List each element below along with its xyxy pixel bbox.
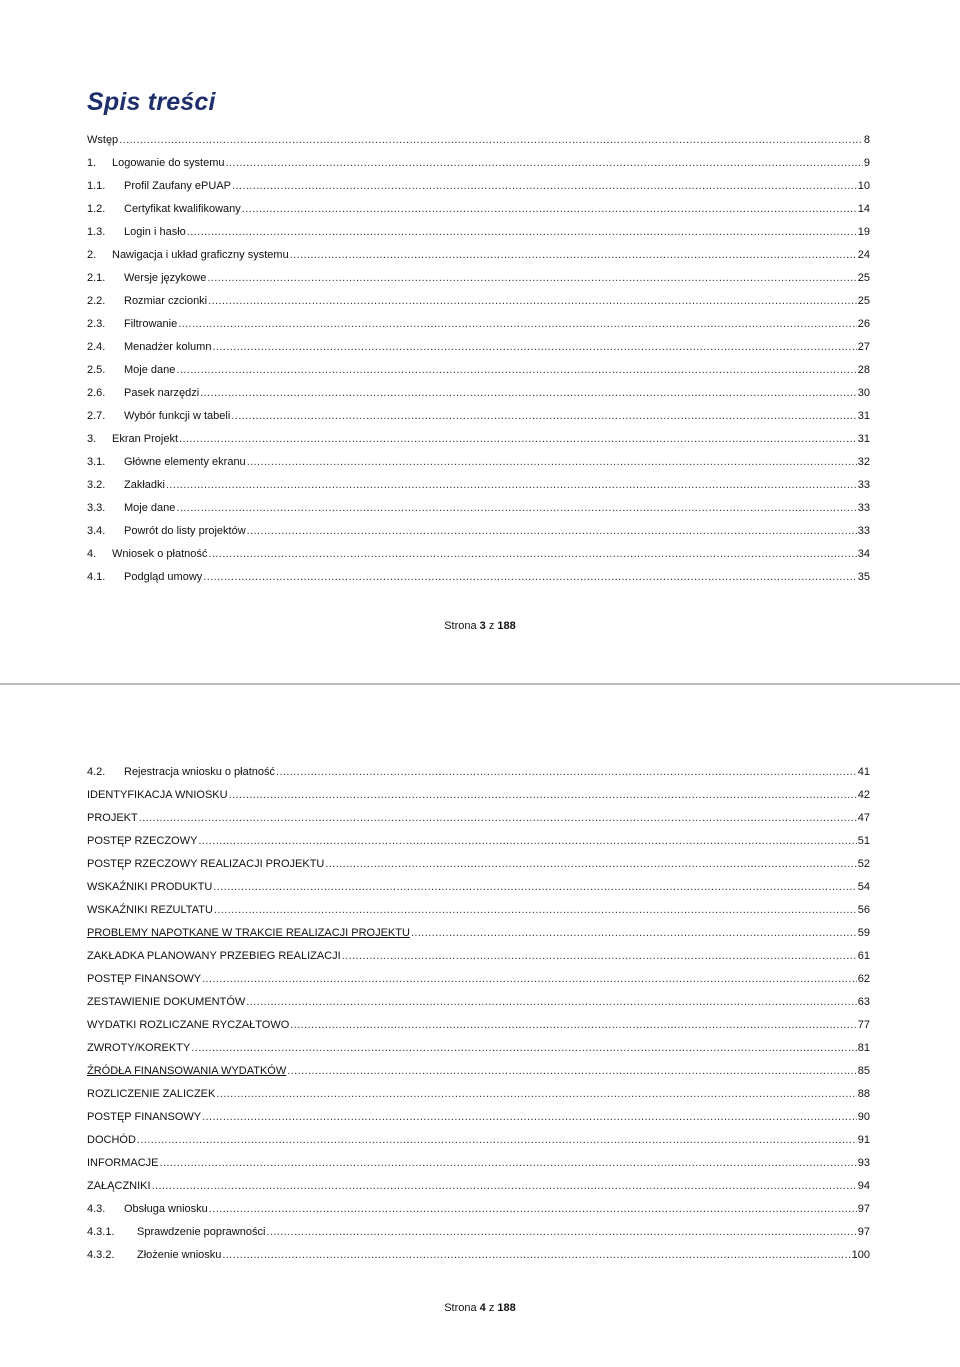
toc-dot-leader — [213, 881, 856, 894]
toc-entry-label: Logowanie do systemu — [112, 157, 225, 169]
toc-entry-page: 81 — [857, 1042, 870, 1054]
toc-dot-leader — [290, 1019, 856, 1032]
toc-entry-label: ZESTAWIENIE DOKUMENTÓW — [87, 996, 246, 1008]
toc-entry-number: 2. — [87, 249, 97, 261]
toc-dot-leader — [342, 950, 857, 963]
toc-dot-leader — [222, 1249, 850, 1262]
footer-prefix: Strona — [444, 1302, 480, 1314]
toc-dot-leader — [231, 410, 856, 423]
toc-entry[interactable] — [87, 565, 870, 588]
toc-dot-leader — [176, 364, 856, 377]
toc-entry-page: 47 — [857, 812, 870, 824]
toc-entry[interactable] — [87, 496, 870, 519]
toc-entry-label: Zakładki — [124, 479, 165, 491]
toc-dot-leader — [216, 1088, 856, 1101]
toc-entry[interactable] — [87, 1105, 870, 1128]
toc-entry[interactable] — [87, 151, 870, 174]
toc-entry[interactable] — [87, 312, 870, 335]
toc-dot-leader — [198, 835, 856, 848]
toc-entry-label: Rejestracja wniosku o płatność — [124, 766, 276, 778]
toc-entry[interactable] — [87, 243, 870, 266]
toc-entry-number: 2.2. — [87, 295, 106, 307]
toc-entry-page: 32 — [857, 456, 870, 468]
toc-dot-leader — [226, 157, 863, 170]
toc-dot-leader — [229, 789, 857, 802]
toc-entry-label: Wybór funkcji w tabeli — [124, 410, 231, 422]
toc-entry-page: 25 — [857, 272, 870, 284]
toc-entry-page: 59 — [857, 927, 870, 939]
toc-dot-leader — [178, 318, 857, 331]
toc-entry[interactable] — [87, 852, 870, 875]
toc-entry-label: POSTĘP RZECZOWY REALIZACJI PROJEKTU — [87, 858, 325, 870]
toc-entry-label: Nawigacja i układ graficzny systemu — [112, 249, 289, 261]
toc-entry-label: POSTĘP RZECZOWY — [87, 835, 198, 847]
toc-entry[interactable] — [87, 174, 870, 197]
toc-entry-page: 33 — [857, 502, 870, 514]
toc-entry[interactable] — [87, 1128, 870, 1151]
toc-entry-page: 25 — [857, 295, 870, 307]
toc-entry-page: 8 — [863, 134, 870, 146]
toc-entry-page: 27 — [857, 341, 870, 353]
page-footer — [0, 620, 960, 632]
toc-entry[interactable] — [87, 898, 870, 921]
toc-dot-leader — [207, 272, 856, 285]
toc-entry-page: 97 — [857, 1203, 870, 1215]
toc-entry-label: POSTĘP FINANSOWY — [87, 973, 202, 985]
toc-entry-page: 28 — [857, 364, 870, 376]
toc-entry-page: 33 — [857, 479, 870, 491]
toc-dot-leader — [325, 858, 856, 871]
toc-entry-number: 2.6. — [87, 387, 106, 399]
toc-entry[interactable] — [87, 404, 870, 427]
toc-entry-label: Menadżer kolumn — [124, 341, 212, 353]
toc-entry[interactable] — [87, 967, 870, 990]
table-of-contents — [87, 128, 870, 588]
document-page-4 — [0, 685, 960, 1367]
toc-entry-number: 2.3. — [87, 318, 106, 330]
toc-entry[interactable] — [87, 542, 870, 565]
toc-entry-label: WYDATKI ROZLICZANE RYCZAŁTOWO — [87, 1019, 290, 1031]
toc-entry-number: 4.2. — [87, 766, 106, 778]
toc-entry-label: IDENTYFIKACJA WNIOSKU — [87, 789, 228, 801]
toc-entry-number: 4.1. — [87, 571, 106, 583]
toc-entry[interactable] — [87, 1013, 870, 1036]
toc-entry-page: 42 — [857, 789, 870, 801]
toc-dot-leader — [203, 571, 856, 584]
toc-entry[interactable] — [87, 829, 870, 852]
toc-dot-leader — [191, 1042, 856, 1055]
toc-entry[interactable] — [87, 1220, 870, 1243]
footer-prefix: Strona — [444, 620, 480, 632]
footer-separator: z — [485, 1302, 498, 1314]
toc-entry-page: 91 — [857, 1134, 870, 1146]
toc-dot-leader — [246, 996, 856, 1009]
toc-entry-label: Rozmiar czcionki — [124, 295, 208, 307]
toc-entry-page: 56 — [857, 904, 870, 916]
toc-entry[interactable] — [87, 381, 870, 404]
toc-entry-label: Złożenie wniosku — [137, 1249, 222, 1261]
toc-dot-leader — [152, 1180, 857, 1193]
toc-entry-page: 94 — [857, 1180, 870, 1192]
toc-dot-leader — [200, 387, 857, 400]
toc-entry-label: Wstęp — [87, 134, 119, 146]
toc-dot-leader — [176, 502, 856, 515]
footer-total-pages: 188 — [497, 620, 516, 632]
toc-entry-label: Główne elementy ekranu — [124, 456, 246, 468]
toc-entry-number: 1.3. — [87, 226, 106, 238]
toc-entry-label: PROJEKT — [87, 812, 138, 824]
toc-entry-page: 85 — [857, 1065, 870, 1077]
toc-dot-leader — [242, 203, 857, 216]
toc-entry[interactable] — [87, 220, 870, 243]
toc-entry-page: 52 — [857, 858, 870, 870]
toc-entry[interactable] — [87, 1036, 870, 1059]
toc-entry-page: 9 — [863, 157, 870, 169]
toc-entry-page: 31 — [857, 433, 870, 445]
toc-entry-page: 14 — [857, 203, 870, 215]
toc-entry-label: Certyfikat kwalifikowany — [124, 203, 241, 215]
toc-entry-page: 35 — [857, 571, 870, 583]
toc-dot-leader — [247, 525, 857, 538]
toc-dot-leader — [160, 1157, 857, 1170]
toc-entry[interactable] — [87, 266, 870, 289]
toc-entry-label: ZAŁĄCZNIKI — [87, 1180, 151, 1192]
toc-entry-label: Filtrowanie — [124, 318, 178, 330]
toc-entry-page: 33 — [857, 525, 870, 537]
toc-entry-number: 2.4. — [87, 341, 106, 353]
toc-dot-leader — [214, 904, 857, 917]
toc-dot-leader — [208, 295, 857, 308]
toc-entry-number: 4.3.2. — [87, 1249, 115, 1261]
toc-dot-leader — [208, 548, 856, 561]
toc-entry[interactable] — [87, 128, 870, 151]
toc-entry-number: 1. — [87, 157, 97, 169]
toc-dot-leader — [266, 1226, 856, 1239]
toc-entry-label: ROZLICZENIE ZALICZEK — [87, 1088, 216, 1100]
toc-entry[interactable] — [87, 921, 870, 944]
toc-entry[interactable] — [87, 1082, 870, 1105]
toc-entry-label: Login i hasło — [124, 226, 186, 238]
toc-entry-number: 1.2. — [87, 203, 106, 215]
toc-entry-page: 51 — [857, 835, 870, 847]
toc-entry-label: Wniosek o płatność — [112, 548, 208, 560]
toc-entry-label: ZWROTY/KOREKTY — [87, 1042, 191, 1054]
toc-entry-label: Moje dane — [124, 364, 176, 376]
toc-entry[interactable] — [87, 783, 870, 806]
toc-entry-number: 3.2. — [87, 479, 106, 491]
toc-dot-leader — [202, 1111, 857, 1124]
toc-entry-page: 26 — [857, 318, 870, 330]
toc-entry-label: Moje dane — [124, 502, 176, 514]
toc-entry-number: 3.1. — [87, 456, 106, 468]
toc-dot-leader — [166, 479, 857, 492]
toc-dot-leader — [232, 180, 857, 193]
toc-entry-page: 77 — [857, 1019, 870, 1031]
toc-entry-number: 3.3. — [87, 502, 106, 514]
toc-entry-page: 31 — [857, 410, 870, 422]
toc-entry-label: Sprawdzenie poprawności — [137, 1226, 266, 1238]
toc-entry-number: 2.1. — [87, 272, 106, 284]
toc-entry-number: 2.5. — [87, 364, 106, 376]
toc-entry-number: 4.3.1. — [87, 1226, 115, 1238]
document-page-3 — [0, 0, 960, 683]
toc-entry-page: 97 — [857, 1226, 870, 1238]
toc-entry[interactable] — [87, 990, 870, 1013]
toc-entry[interactable] — [87, 358, 870, 381]
toc-entry-page: 93 — [857, 1157, 870, 1169]
toc-entry-page: 90 — [857, 1111, 870, 1123]
toc-entry-label: Podgląd umowy — [124, 571, 203, 583]
toc-title: Spis treści — [87, 88, 216, 116]
toc-entry[interactable] — [87, 1243, 870, 1266]
toc-entry-label: Pasek narzędzi — [124, 387, 200, 399]
toc-entry-page: 88 — [857, 1088, 870, 1100]
toc-entry-number: 3. — [87, 433, 97, 445]
toc-entry-number: 2.7. — [87, 410, 106, 422]
toc-entry-label: Obsługa wniosku — [124, 1203, 208, 1215]
toc-entry[interactable] — [87, 944, 870, 967]
table-of-contents-continued — [87, 760, 870, 1266]
toc-entry[interactable] — [87, 1197, 870, 1220]
toc-entry-label: Ekran Projekt — [112, 433, 179, 445]
footer-current-page: 3 — [479, 620, 486, 632]
toc-entry-page: 63 — [857, 996, 870, 1008]
toc-entry-label: WSKAŹNIKI PRODUKTU — [87, 881, 213, 893]
toc-entry-page: 24 — [857, 249, 870, 261]
toc-entry-number: 4. — [87, 548, 97, 560]
toc-dot-leader — [119, 134, 863, 147]
toc-entry-page: 30 — [857, 387, 870, 399]
toc-entry[interactable] — [87, 450, 870, 473]
toc-entry-page: 54 — [857, 881, 870, 893]
toc-entry-label: INFORMACJE — [87, 1157, 159, 1169]
toc-dot-leader — [212, 341, 856, 354]
toc-entry-page: 62 — [857, 973, 870, 985]
toc-entry[interactable] — [87, 875, 870, 898]
toc-entry[interactable] — [87, 1059, 870, 1082]
toc-entry[interactable] — [87, 806, 870, 829]
toc-dot-leader — [287, 1065, 857, 1078]
toc-entry[interactable] — [87, 760, 870, 783]
toc-entry-label: POSTĘP FINANSOWY — [87, 1111, 202, 1123]
toc-entry[interactable] — [87, 427, 870, 450]
toc-dot-leader — [290, 249, 857, 262]
toc-entry-label: PROBLEMY NAPOTKANE W TRAKCIE REALIZACJI PROJEKTU — [87, 927, 410, 939]
toc-entry-label: Powrót do listy projektów — [124, 525, 246, 537]
toc-dot-leader — [276, 766, 857, 779]
toc-entry-page: 10 — [857, 180, 870, 192]
toc-dot-leader — [187, 226, 857, 239]
toc-entry-label: ZAKŁADKA PLANOWANY PRZEBIEG REALIZACJI — [87, 950, 341, 962]
toc-entry-label: WSKAŹNIKI REZULTATU — [87, 904, 213, 916]
toc-entry[interactable] — [87, 1174, 870, 1197]
toc-entry-number: 1.1. — [87, 180, 106, 192]
toc-dot-leader — [202, 973, 857, 986]
footer-current-page: 4 — [479, 1302, 486, 1314]
toc-dot-leader — [209, 1203, 857, 1216]
toc-entry-label: Wersje językowe — [124, 272, 207, 284]
toc-entry[interactable] — [87, 473, 870, 496]
toc-dot-leader — [179, 433, 857, 446]
toc-entry-label: Profil Zaufany ePUAP — [124, 180, 231, 192]
footer-separator: z — [485, 620, 498, 632]
toc-entry-page: 19 — [857, 226, 870, 238]
page-footer — [0, 1302, 960, 1314]
footer-total-pages: 188 — [497, 1302, 516, 1314]
toc-entry-page: 34 — [857, 548, 870, 560]
toc-entry[interactable] — [87, 335, 870, 358]
toc-entry-number: 4.3. — [87, 1203, 106, 1215]
toc-dot-leader — [247, 456, 857, 469]
toc-entry[interactable] — [87, 289, 870, 312]
toc-entry-label: ŹRÓDŁA FINANSOWANIA WYDATKÓW — [87, 1065, 287, 1077]
toc-dot-leader — [139, 812, 857, 825]
toc-entry-page: 41 — [857, 766, 870, 778]
toc-dot-leader — [411, 927, 857, 940]
toc-entry-page: 100 — [851, 1249, 870, 1261]
toc-entry-page: 61 — [857, 950, 870, 962]
toc-entry-number: 3.4. — [87, 525, 106, 537]
toc-entry-label: DOCHÓD — [87, 1134, 136, 1146]
toc-dot-leader — [137, 1134, 857, 1147]
toc-entry[interactable] — [87, 519, 870, 542]
toc-entry[interactable] — [87, 1151, 870, 1174]
toc-entry[interactable] — [87, 197, 870, 220]
